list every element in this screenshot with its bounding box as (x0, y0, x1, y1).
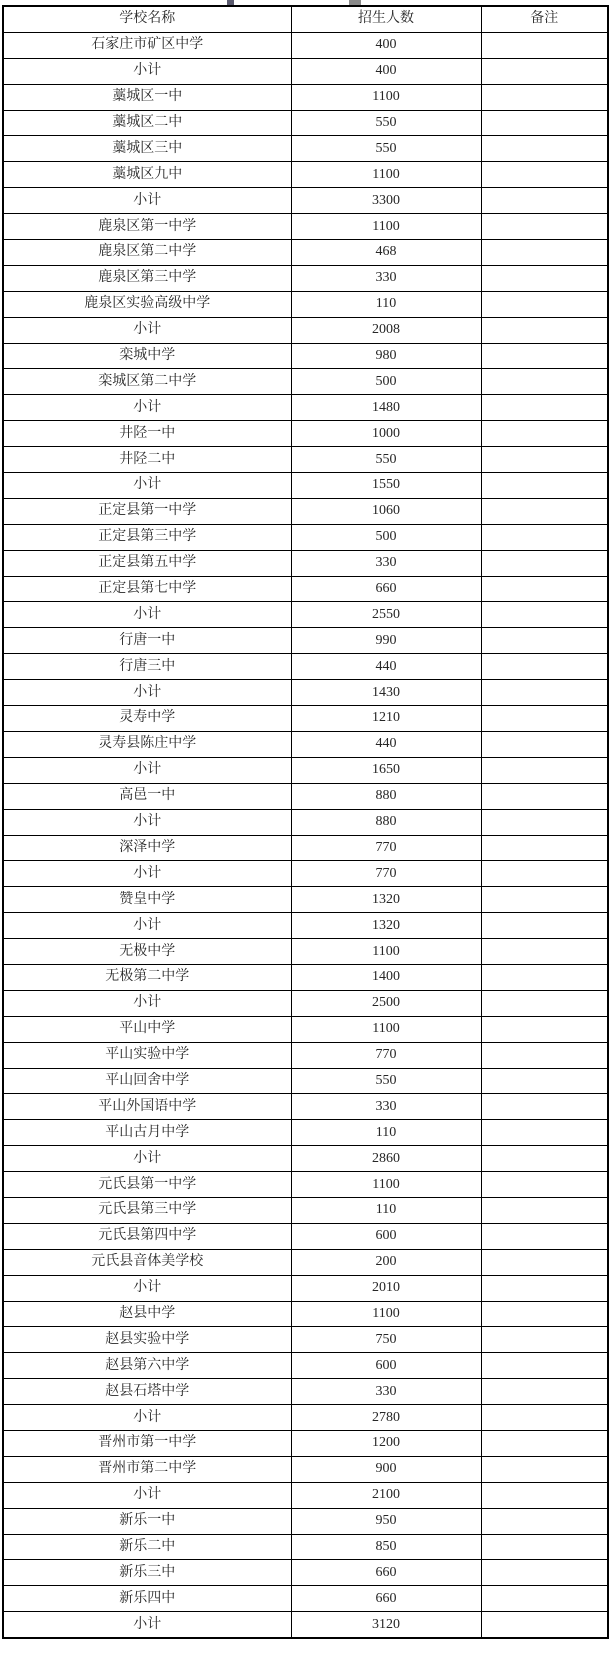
remark-cell (481, 913, 608, 939)
table-row (3, 550, 608, 576)
enrollment-count-cell: 550 (291, 447, 481, 473)
school-name-cell: 平山古月中学 (3, 1120, 291, 1146)
school-name-cell: 行唐一中 (3, 628, 291, 654)
enrollment-count-cell: 110 (291, 291, 481, 317)
table-row (3, 1560, 608, 1586)
enrollment-count-cell: 1430 (291, 680, 481, 706)
remark-cell (481, 887, 608, 913)
table-row (3, 1405, 608, 1431)
school-name-cell: 小计 (3, 188, 291, 214)
school-name-cell: 新乐三中 (3, 1560, 291, 1586)
table-row (3, 680, 608, 706)
enrollment-count-cell: 1100 (291, 84, 481, 110)
table-row (3, 654, 608, 680)
enrollment-count-cell: 550 (291, 110, 481, 136)
remark-cell (481, 291, 608, 317)
school-name-cell: 晋州市第二中学 (3, 1456, 291, 1482)
remark-cell (481, 654, 608, 680)
remark-cell (481, 1197, 608, 1223)
remark-cell (481, 1405, 608, 1431)
remark-cell (481, 835, 608, 861)
table-row (3, 84, 608, 110)
table-row (3, 110, 608, 136)
enrollment-count-cell: 1100 (291, 1172, 481, 1198)
table-row (3, 447, 608, 473)
remark-cell (481, 498, 608, 524)
table-row (3, 136, 608, 162)
enrollment-count-cell: 550 (291, 1068, 481, 1094)
enrollment-count-cell: 330 (291, 265, 481, 291)
school-name-cell: 正定县第五中学 (3, 550, 291, 576)
enrollment-count-cell: 1650 (291, 757, 481, 783)
remark-cell (481, 628, 608, 654)
school-name-cell: 元氏县音体美学校 (3, 1249, 291, 1275)
table-row (3, 1275, 608, 1301)
school-name-cell: 晋州市第一中学 (3, 1430, 291, 1456)
remark-cell (481, 188, 608, 214)
table-row (3, 1327, 608, 1353)
school-name-cell: 小计 (3, 913, 291, 939)
enrollment-count-cell: 1200 (291, 1430, 481, 1456)
table-row (3, 1353, 608, 1379)
remark-cell (481, 110, 608, 136)
school-name-cell: 藁城区二中 (3, 110, 291, 136)
header-row (3, 6, 608, 32)
enrollment-count-cell: 770 (291, 835, 481, 861)
school-name-cell: 赵县中学 (3, 1301, 291, 1327)
table-row (3, 757, 608, 783)
school-name-cell: 新乐四中 (3, 1586, 291, 1612)
enrollment-count-cell: 600 (291, 1223, 481, 1249)
remark-cell (481, 1560, 608, 1586)
remark-cell (481, 84, 608, 110)
remark-cell (481, 1508, 608, 1534)
school-name-cell: 赵县实验中学 (3, 1327, 291, 1353)
remark-cell (481, 990, 608, 1016)
table-row (3, 1197, 608, 1223)
enrollment-count-cell: 2500 (291, 990, 481, 1016)
enrollment-count-cell: 1550 (291, 473, 481, 499)
remark-cell (481, 317, 608, 343)
remark-cell (481, 1456, 608, 1482)
enrollment-count-cell: 750 (291, 1327, 481, 1353)
remark-cell (481, 1042, 608, 1068)
table-row (3, 706, 608, 732)
enrollment-count-cell: 1210 (291, 706, 481, 732)
table-row (3, 240, 608, 266)
enrollment-count-cell: 660 (291, 576, 481, 602)
table-row (3, 964, 608, 990)
remark-cell (481, 1249, 608, 1275)
enrollment-count-cell: 990 (291, 628, 481, 654)
remark-cell (481, 809, 608, 835)
enrollment-count-cell: 2100 (291, 1482, 481, 1508)
enrollment-count-cell: 500 (291, 369, 481, 395)
table-row (3, 1223, 608, 1249)
remark-cell (481, 1534, 608, 1560)
school-name-cell: 平山实验中学 (3, 1042, 291, 1068)
table-row (3, 188, 608, 214)
remark-cell (481, 1612, 608, 1638)
enrollment-count-cell: 770 (291, 1042, 481, 1068)
table-row (3, 1586, 608, 1612)
enrollment-count-cell: 2010 (291, 1275, 481, 1301)
table-row (3, 498, 608, 524)
table-row (3, 1430, 608, 1456)
enrollment-count-cell: 1100 (291, 1016, 481, 1042)
column-header-remark: 备注 (481, 6, 608, 32)
remark-cell (481, 1094, 608, 1120)
school-name-cell: 正定县第三中学 (3, 524, 291, 550)
enrollment-count-cell: 110 (291, 1197, 481, 1223)
table-row (3, 576, 608, 602)
table-row (3, 343, 608, 369)
table-row (3, 1612, 608, 1638)
enrollment-count-cell: 1100 (291, 214, 481, 240)
enrollment-count-cell: 200 (291, 1249, 481, 1275)
school-name-cell: 元氏县第一中学 (3, 1172, 291, 1198)
enrollment-count-cell: 110 (291, 1120, 481, 1146)
table-row (3, 731, 608, 757)
remark-cell (481, 1327, 608, 1353)
table-row (3, 835, 608, 861)
school-name-cell: 小计 (3, 395, 291, 421)
remark-cell (481, 1146, 608, 1172)
enrollment-count-cell: 500 (291, 524, 481, 550)
school-name-cell: 鹿泉区第二中学 (3, 240, 291, 266)
table-row (3, 1016, 608, 1042)
remark-cell (481, 395, 608, 421)
enrollment-count-cell: 1100 (291, 1301, 481, 1327)
table-body (3, 32, 608, 1638)
enrollment-count-cell: 2780 (291, 1405, 481, 1431)
school-name-cell: 平山外国语中学 (3, 1094, 291, 1120)
enrollment-count-cell: 3300 (291, 188, 481, 214)
remark-cell (481, 1068, 608, 1094)
table-row (3, 1172, 608, 1198)
enrollment-count-cell: 1060 (291, 498, 481, 524)
enrollment-count-cell: 880 (291, 809, 481, 835)
remark-cell (481, 706, 608, 732)
remark-cell (481, 1353, 608, 1379)
enrollment-count-cell: 770 (291, 861, 481, 887)
table-row (3, 58, 608, 84)
remark-cell (481, 369, 608, 395)
remark-cell (481, 473, 608, 499)
enrollment-count-cell: 400 (291, 32, 481, 58)
remark-cell (481, 731, 608, 757)
remark-cell (481, 240, 608, 266)
enrollment-count-cell: 1100 (291, 939, 481, 965)
school-name-cell: 小计 (3, 1146, 291, 1172)
remark-cell (481, 1016, 608, 1042)
school-name-cell: 赵县第六中学 (3, 1353, 291, 1379)
school-name-cell: 小计 (3, 680, 291, 706)
school-name-cell: 栾城区第二中学 (3, 369, 291, 395)
enrollment-count-cell: 3120 (291, 1612, 481, 1638)
school-name-cell: 藁城区九中 (3, 162, 291, 188)
enrollment-count-cell: 600 (291, 1353, 481, 1379)
enrollment-count-cell: 850 (291, 1534, 481, 1560)
enrollment-count-cell: 1100 (291, 162, 481, 188)
remark-cell (481, 783, 608, 809)
school-name-cell: 高邑一中 (3, 783, 291, 809)
school-name-cell: 新乐一中 (3, 1508, 291, 1534)
school-name-cell: 小计 (3, 1405, 291, 1431)
table-row (3, 317, 608, 343)
table-row (3, 1508, 608, 1534)
school-name-cell: 平山中学 (3, 1016, 291, 1042)
school-name-cell: 井陉一中 (3, 421, 291, 447)
remark-cell (481, 602, 608, 628)
school-name-cell: 小计 (3, 757, 291, 783)
school-name-cell: 小计 (3, 58, 291, 84)
table-row (3, 1301, 608, 1327)
remark-cell (481, 421, 608, 447)
enrollment-count-cell: 660 (291, 1560, 481, 1586)
table-row (3, 990, 608, 1016)
table-row (3, 1146, 608, 1172)
remark-cell (481, 214, 608, 240)
table-row (3, 1094, 608, 1120)
table-row (3, 1249, 608, 1275)
remark-cell (481, 524, 608, 550)
remark-cell (481, 162, 608, 188)
school-name-cell: 小计 (3, 861, 291, 887)
school-name-cell: 小计 (3, 1275, 291, 1301)
enrollment-count-cell: 660 (291, 1586, 481, 1612)
remark-cell (481, 1275, 608, 1301)
school-name-cell: 无极中学 (3, 939, 291, 965)
school-name-cell: 小计 (3, 317, 291, 343)
school-name-cell: 小计 (3, 602, 291, 628)
enrollment-count-cell: 440 (291, 731, 481, 757)
table-row (3, 395, 608, 421)
school-name-cell: 藁城区一中 (3, 84, 291, 110)
table-row (3, 265, 608, 291)
remark-cell (481, 939, 608, 965)
enrollment-count-cell: 1320 (291, 887, 481, 913)
remark-cell (481, 550, 608, 576)
school-name-cell: 赵县石塔中学 (3, 1379, 291, 1405)
remark-cell (481, 1430, 608, 1456)
school-name-cell: 小计 (3, 473, 291, 499)
table-row (3, 162, 608, 188)
table-row (3, 1482, 608, 1508)
table-row (3, 1534, 608, 1560)
school-name-cell: 鹿泉区实验高级中学 (3, 291, 291, 317)
enrollment-count-cell: 330 (291, 550, 481, 576)
table-row (3, 1042, 608, 1068)
school-name-cell: 正定县第七中学 (3, 576, 291, 602)
enrollment-count-cell: 550 (291, 136, 481, 162)
table-header (3, 6, 608, 32)
school-name-cell: 深泽中学 (3, 835, 291, 861)
remark-cell (481, 32, 608, 58)
school-name-cell: 小计 (3, 809, 291, 835)
school-name-cell: 小计 (3, 990, 291, 1016)
table-row (3, 214, 608, 240)
remark-cell (481, 343, 608, 369)
remark-cell (481, 58, 608, 84)
school-name-cell: 新乐二中 (3, 1534, 291, 1560)
remark-cell (481, 576, 608, 602)
enrollment-count-cell: 330 (291, 1379, 481, 1405)
school-name-cell: 灵寿中学 (3, 706, 291, 732)
table-row (3, 32, 608, 58)
enrollment-count-cell: 330 (291, 1094, 481, 1120)
remark-cell (481, 964, 608, 990)
school-name-cell: 平山回舍中学 (3, 1068, 291, 1094)
remark-cell (481, 447, 608, 473)
table-row (3, 1120, 608, 1146)
remark-cell (481, 1482, 608, 1508)
column-header-school-name: 学校名称 (3, 6, 291, 32)
table-row (3, 602, 608, 628)
remark-cell (481, 1301, 608, 1327)
school-name-cell: 行唐三中 (3, 654, 291, 680)
table-row (3, 1068, 608, 1094)
table-row (3, 939, 608, 965)
remark-cell (481, 861, 608, 887)
remark-cell (481, 1379, 608, 1405)
table-row (3, 473, 608, 499)
school-name-cell: 赞皇中学 (3, 887, 291, 913)
enrollment-count-cell: 2008 (291, 317, 481, 343)
school-name-cell: 栾城中学 (3, 343, 291, 369)
remark-cell (481, 1120, 608, 1146)
remark-cell (481, 1172, 608, 1198)
table-row (3, 291, 608, 317)
enrollment-count-cell: 900 (291, 1456, 481, 1482)
school-name-cell: 小计 (3, 1612, 291, 1638)
enrollment-count-cell: 880 (291, 783, 481, 809)
school-name-cell: 元氏县第三中学 (3, 1197, 291, 1223)
remark-cell (481, 680, 608, 706)
school-name-cell: 鹿泉区第三中学 (3, 265, 291, 291)
school-name-cell: 无极第二中学 (3, 964, 291, 990)
enrollment-count-cell: 1400 (291, 964, 481, 990)
table-row (3, 1456, 608, 1482)
enrollment-count-cell: 1320 (291, 913, 481, 939)
table-row (3, 861, 608, 887)
table-row (3, 421, 608, 447)
table-row (3, 369, 608, 395)
enrollment-count-cell: 440 (291, 654, 481, 680)
table-row (3, 783, 608, 809)
remark-cell (481, 1223, 608, 1249)
school-name-cell: 藁城区三中 (3, 136, 291, 162)
school-name-cell: 元氏县第四中学 (3, 1223, 291, 1249)
enrollment-count-cell: 950 (291, 1508, 481, 1534)
table-row (3, 524, 608, 550)
table-row (3, 628, 608, 654)
table-row (3, 913, 608, 939)
school-name-cell: 石家庄市矿区中学 (3, 32, 291, 58)
school-name-cell: 鹿泉区第一中学 (3, 214, 291, 240)
remark-cell (481, 757, 608, 783)
enrollment-count-cell: 1000 (291, 421, 481, 447)
school-name-cell: 小计 (3, 1482, 291, 1508)
enrollment-count-cell: 2550 (291, 602, 481, 628)
enrollment-count-cell: 400 (291, 58, 481, 84)
table-row (3, 809, 608, 835)
table-row (3, 1379, 608, 1405)
enrollment-count-cell: 980 (291, 343, 481, 369)
table-row (3, 887, 608, 913)
column-header-enrollment-count: 招生人数 (291, 6, 481, 32)
remark-cell (481, 1586, 608, 1612)
enrollment-count-cell: 468 (291, 240, 481, 266)
enrollment-count-cell: 1480 (291, 395, 481, 421)
school-name-cell: 井陉二中 (3, 447, 291, 473)
enrollment-table (2, 5, 609, 1639)
school-name-cell: 灵寿县陈庄中学 (3, 731, 291, 757)
remark-cell (481, 136, 608, 162)
remark-cell (481, 265, 608, 291)
enrollment-count-cell: 2860 (291, 1146, 481, 1172)
school-name-cell: 正定县第一中学 (3, 498, 291, 524)
